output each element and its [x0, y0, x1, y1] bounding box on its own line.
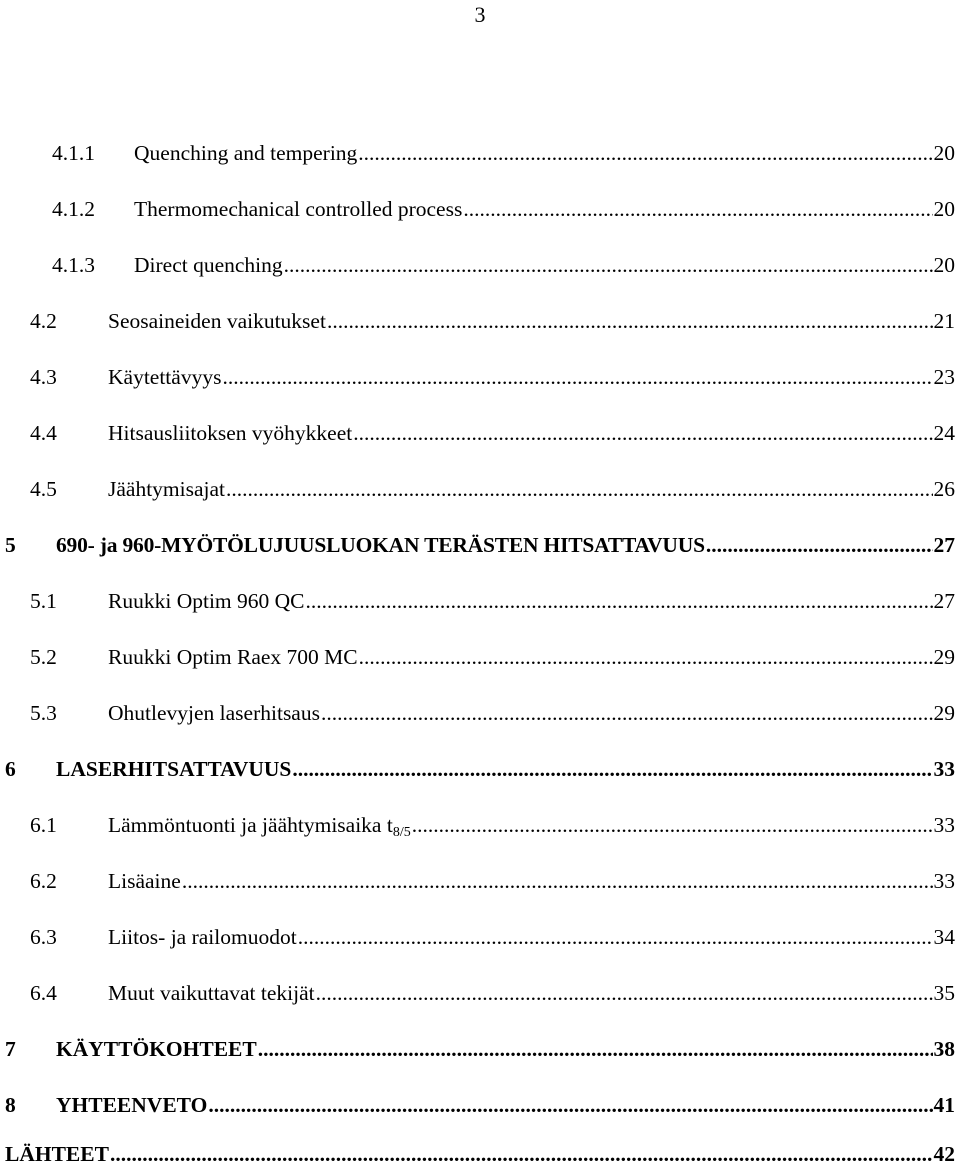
toc-entry-6-1[interactable]: [30, 810, 955, 840]
toc-entry-page: 42: [933, 1142, 955, 1166]
toc-entry-number: 8: [5, 1093, 16, 1117]
toc-entry-title: 690- ja 960-MYÖTÖLUJUUSLUOKAN TERÄSTEN HITSATTAVUUS: [56, 533, 705, 557]
toc-entry-title: KÄYTTÖKOHTEET: [56, 1037, 257, 1061]
toc-entry-number: 6.2: [30, 869, 57, 893]
toc-dot-leader: [110, 1139, 933, 1169]
toc-entry-number: 4.2: [30, 309, 57, 333]
toc-entry-4-4[interactable]: [30, 418, 955, 448]
toc-entry-number: 4.4: [30, 421, 57, 445]
toc-entry-title: Thermomechanical controlled process: [134, 197, 463, 221]
toc-entry-page: 33: [933, 869, 955, 893]
toc-entry-number: 6.1: [30, 813, 57, 837]
toc-entry-6-2[interactable]: [30, 866, 955, 896]
toc-entry-title: Seosaineiden vaikutukset: [108, 309, 326, 333]
toc-entry-5-2[interactable]: [30, 642, 955, 672]
toc-entry-title: Lisäaine: [108, 869, 181, 893]
toc-entry-4-1-3[interactable]: [52, 250, 955, 280]
toc-entry-page: 34: [933, 925, 955, 949]
toc-entry-references[interactable]: [5, 1139, 955, 1169]
toc-entry-page: 29: [933, 701, 955, 725]
toc-entry-page: 20: [933, 197, 955, 221]
toc-entry-page: 38: [933, 1037, 955, 1061]
toc-entry-number: 4.1.3: [52, 253, 95, 277]
toc-entry-7[interactable]: [5, 1034, 955, 1064]
toc-entry-title-text: Lämmöntuonti ja jäähtymisaika t: [108, 813, 393, 837]
toc-entry-8[interactable]: [5, 1090, 955, 1120]
toc-entry-number: 6: [5, 757, 16, 781]
toc-entry-title: LASERHITSATTAVUUS: [56, 757, 292, 781]
toc-entry-title: Ohutlevyjen laserhitsaus: [108, 701, 320, 725]
toc-dot-leader: [298, 922, 933, 952]
toc-entry-title: Ruukki Optim 960 QC: [108, 589, 305, 613]
toc-entry-4-5[interactable]: [30, 474, 955, 504]
toc-dot-leader: [327, 306, 933, 336]
toc-dot-leader: [306, 586, 933, 616]
toc-entry-number: 5.2: [30, 645, 57, 669]
toc-entry-subscript: 8/5: [392, 825, 411, 840]
toc-dot-leader: [359, 642, 933, 672]
toc-entry-page: 33: [933, 757, 955, 781]
toc-entry-number: 4.1.1: [52, 141, 95, 165]
toc-entry-page: 20: [933, 141, 955, 165]
toc-dot-leader: [463, 194, 932, 224]
toc-entry-number: 5.3: [30, 701, 57, 725]
toc-entry-number: 4.5: [30, 477, 57, 501]
toc-entry-5-3[interactable]: [30, 698, 955, 728]
toc-entry-number: 5: [5, 533, 16, 557]
toc-entry-title: YHTEENVETO: [56, 1093, 208, 1117]
toc-entry-title: Ruukki Optim Raex 700 MC: [108, 645, 358, 669]
toc-entry-page: 35: [933, 981, 955, 1005]
toc-dot-leader: [706, 530, 933, 560]
page-number: 3: [474, 2, 486, 27]
toc-entry-6[interactable]: [5, 754, 955, 784]
toc-entry-page: 23: [933, 365, 955, 389]
toc-entry-page: 27: [933, 533, 955, 557]
toc-entry-4-1-1[interactable]: [52, 138, 955, 168]
toc-entry-page: 24: [933, 421, 955, 445]
toc-entry-number: 4.3: [30, 365, 57, 389]
toc-dot-leader: [208, 1090, 932, 1120]
toc-entry-title: Muut vaikuttavat tekijät: [108, 981, 315, 1005]
toc-entry-number: 7: [5, 1037, 16, 1061]
toc-entry-4-1-2[interactable]: [52, 194, 955, 224]
toc-entry-title: Direct quenching: [134, 253, 283, 277]
toc-entry-title: Käytettävyys: [108, 365, 222, 389]
toc-entry-title: Quenching and tempering: [134, 141, 358, 165]
toc-entry-title: [108, 810, 411, 840]
toc-dot-leader: [182, 866, 933, 896]
toc-entry-page: 20: [933, 253, 955, 277]
toc-entry-6-4[interactable]: [30, 978, 955, 1008]
toc-entry-page: 27: [933, 589, 955, 613]
toc-entry-title: Liitos- ja railomuodot: [108, 925, 297, 949]
toc-entry-page: 29: [933, 645, 955, 669]
toc-entry-page: 26: [933, 477, 955, 501]
toc-dot-leader: [358, 138, 932, 168]
toc-entry-page: 33: [933, 813, 955, 837]
toc-dot-leader: [353, 418, 932, 448]
toc-entry-5-1[interactable]: [30, 586, 955, 616]
toc-entry-4-3[interactable]: [30, 362, 955, 392]
toc-entry-number: 6.4: [30, 981, 57, 1005]
toc-entry-4-2[interactable]: [30, 306, 955, 336]
toc-entry-number: 5.1: [30, 589, 57, 613]
toc-entry-5[interactable]: [5, 530, 955, 560]
toc-dot-leader: [258, 1034, 933, 1064]
toc-dot-leader: [316, 978, 933, 1008]
toc-entry-number: 6.3: [30, 925, 57, 949]
toc-dot-leader: [321, 698, 933, 728]
toc-entry-page: 41: [933, 1093, 955, 1117]
toc-entry-title: LÄHTEET: [5, 1142, 109, 1166]
toc-dot-leader: [222, 362, 932, 392]
toc-entry-page: 21: [933, 309, 955, 333]
toc-dot-leader: [226, 474, 932, 504]
toc-dot-leader: [412, 810, 933, 840]
toc-entry-title: Hitsausliitoksen vyöhykkeet: [108, 421, 353, 445]
toc-entry-6-3[interactable]: [30, 922, 955, 952]
toc-dot-leader: [284, 250, 933, 280]
toc-entry-number: 4.1.2: [52, 197, 95, 221]
toc-entry-title: Jäähtymisajat: [108, 477, 226, 501]
toc-dot-leader: [292, 754, 932, 784]
